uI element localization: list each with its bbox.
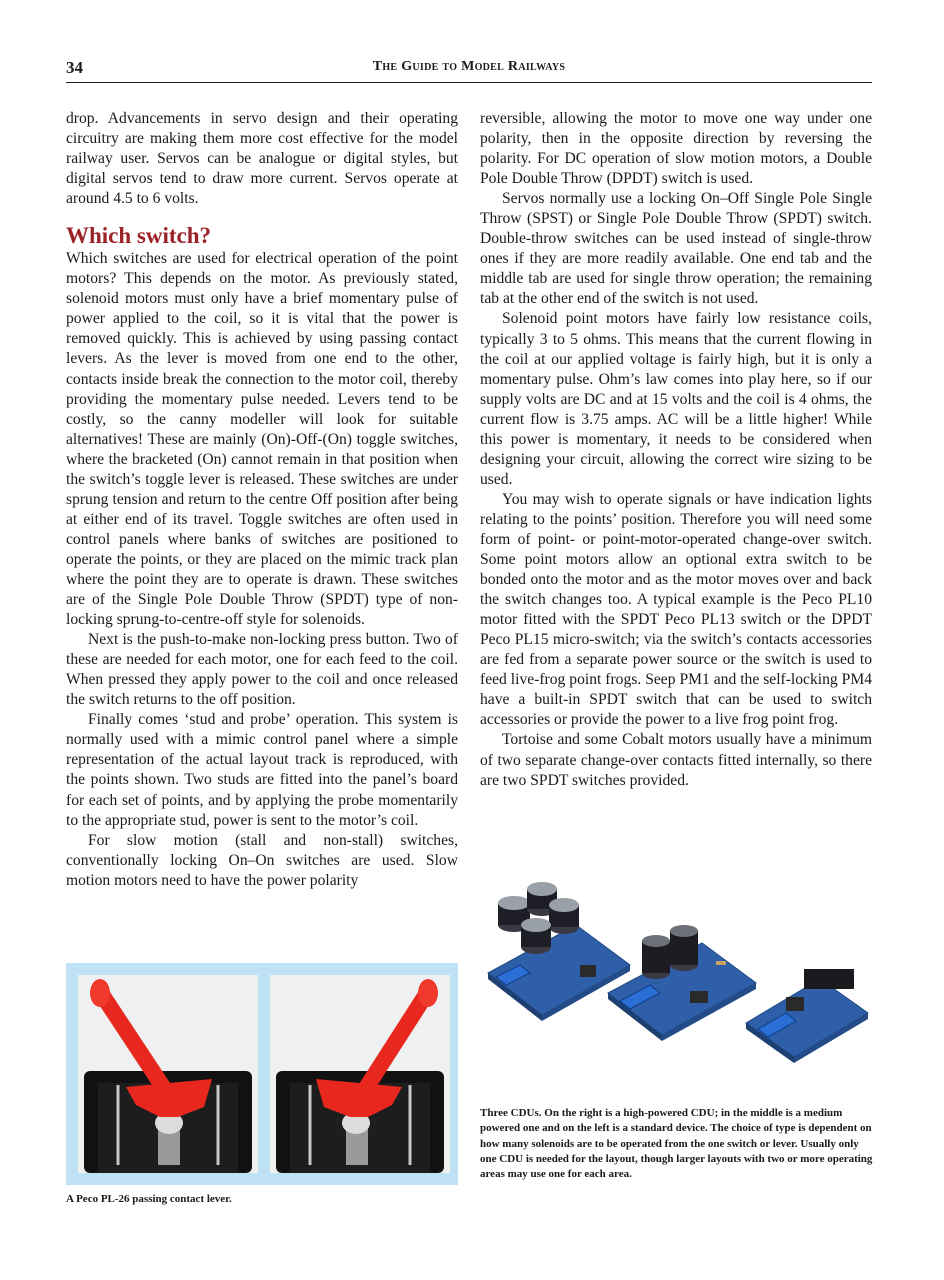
page-header: [66, 58, 872, 83]
lever-photo-left: [78, 975, 258, 1173]
body-paragraph: Finally comes ‘stud and probe’ operation. This system is normally used with a mimic control panel where a simple representation of the actual layout track is reproduced, with the points shown. Two studs are fitted into the panel’s board for each set of points, and by applying the probe momentarily to the appropriate stud, power is sent to the motor’s coil.: [66, 711, 458, 829]
body-paragraph: For slow motion (stall and non-stall) switches, conventionally locking On–On switches are used. Slow motion motors need to have the power polarity: [66, 831, 458, 889]
medium-cdu-board: [608, 925, 756, 1041]
section-heading: Which switch?: [66, 223, 212, 249]
body-paragraph: reversible, allowing the motor to move one way under one polarity, then in the opposite direction by reversing the polarity. For DC operation of slow motion motors, a Double Pole Double Throw (DPDT) switch is used.: [480, 110, 872, 188]
cdu-illustration: [480, 873, 872, 1093]
right-column: [480, 109, 872, 791]
lever-illustration: [78, 975, 258, 1173]
page-number: 34: [66, 58, 83, 77]
lever-photo-frame: [66, 963, 458, 1185]
running-title: The Guide to Model Railways: [372, 59, 566, 74]
left-column: [66, 109, 458, 891]
cdu-caption: Three CDUs. On the right is a high-powered CDU; in the middle is a medium powered one and on the left is a standard device. The choice of type is dependent on how many solenoids are to be operated from the one switch or lever. Usually only one CDU is needed for the layout, though larger layouts with two or more operating areas may use one for each area.: [480, 1107, 873, 1181]
standard-cdu-board: [488, 882, 630, 1021]
body-paragraph: Next is the push-to-make non-locking press button. Two of these are needed for each motor, one for each feed to the coil. When pressed they apply power to the coil and once released the switch returns to the off position.: [66, 631, 458, 709]
lever-illustration: [270, 975, 450, 1173]
body-paragraph: You may wish to operate signals or have indication lights relating to the points’ position. Therefore you will need some form of point- or point-motor-operated change-over switch. Some point motors allow an optional extra switch to be bonded onto the motor and as the motor moves over and back the switch changes too. A typical example is the Peco PL10 motor fitted with the SPDT Peco PL13 switch or the DPDT Peco PL15 micro-switch; via the switch’s contacts accessories are fed from a separate power source or the switch is used to feed live-frog point frogs. Seep PM1 and the self-locking PM4 have a built-in SPDT switch that can be used to switch accessories or provide the power to a live frog point frog.: [480, 490, 872, 729]
body-paragraph: Solenoid point motors have fairly low resistance coils, typically 3 to 5 ohms. This means that the current flowing in the coil at our applied voltage is fairly high, but it is only a momentary pulse. Ohm’s law comes into play here, so if our supply volts are DC and at 15 volts and the coil is 4 ohms, the current flow is 3.75 amps. AC will be a little higher! While this power is momentary, it needs to be considered when designing your circuit, allowing the correct wire sizing to be used.: [480, 310, 872, 488]
cdu-photo: [480, 873, 872, 1093]
intro-paragraph: drop. Advancements in servo design and their operating circuitry are making them more cost effective for the model railway user. Servos can be analogue or digital styles, but digital servos tend to draw more current. Servos operate at around 4.5 to 6 volts.: [66, 110, 458, 208]
body-paragraph: Servos normally use a locking On–Off Single Pole Single Throw (SPST) or Single Pole Double Throw (SPDT) switch. Double-throw switches can be used instead of single-throw ones if they are more readily available. One end tab and the middle tab are used for single throw operation; the remaining tab at the other end of the switch is not used.: [480, 190, 872, 308]
lever-caption: A Peco PL-26 passing contact lever.: [66, 1193, 232, 1205]
body-paragraph: Tortoise and some Cobalt motors usually have a minimum of two separate change-over contacts fitted internally, so there are two SPDT switches provided.: [480, 731, 872, 789]
body-paragraph: Which switches are used for electrical operation of the point motors? This depends on the motor. As previously stated, solenoid motors must only have a brief momentary pulse of power applied to the coil, so it is vital that the power is removed quickly. This is achieved by using passing contact levers. As the lever is moved from one end to the other, contacts inside break the connection to the motor coil, thereby providing the momentary pulse needed. Levers tend to be costly, so the canny modeller will look for suitable alternatives! These are mainly (On)-Off-(On) toggle switches, where the bracketed (On) cannot remain in that position when the switch’s toggle lever is released. These switches are under sprung tension and return to the centre Off position after being at either end of its travel. Toggle switches are often used in control panels where banks of switches are positioned to operate the points, or they are placed on the mimic track plan where the point they are to operate is drawn. These switches are of the Single Pole Double Throw (SPDT) type of non-locking sprung-to-centre-off style for solenoids.: [66, 250, 458, 629]
lever-photo-right: [270, 975, 450, 1173]
high-powered-cdu-board: [746, 969, 868, 1063]
